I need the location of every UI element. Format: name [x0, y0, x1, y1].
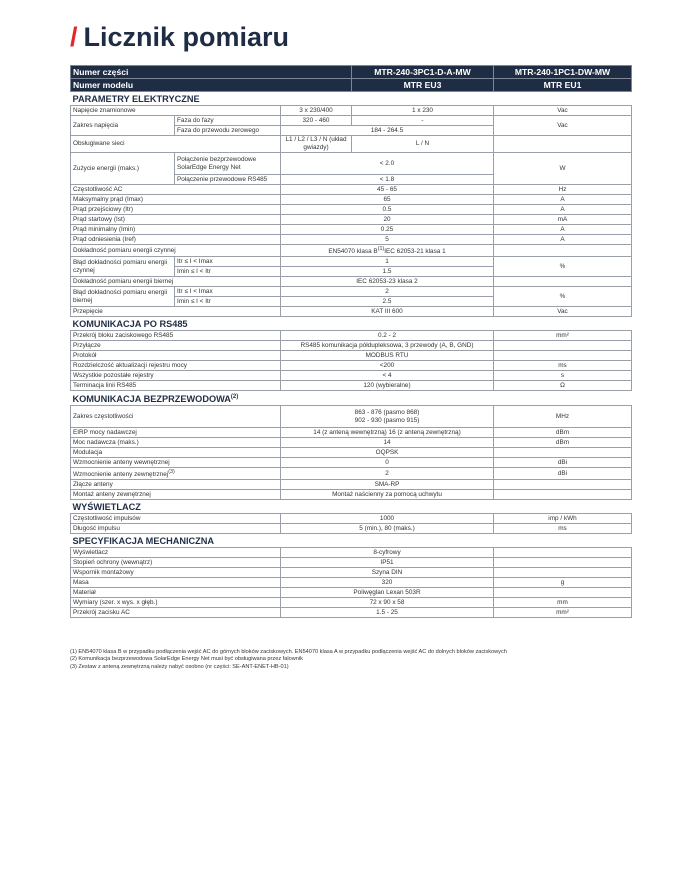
row-value: MODBUS RTU — [281, 351, 494, 361]
table-row — [71, 381, 632, 391]
row-value — [281, 245, 494, 257]
footnote-2: (2) Komunikacja bezprzewodowa SolarEdge Energy Net musi być obsługiwana przez falownik — [70, 656, 303, 663]
row-label: Częstotliwość impulsów — [71, 514, 281, 524]
table-row — [71, 307, 632, 317]
row-unit: W — [494, 153, 632, 185]
value-part: IEC 62053-21 klasa 1 — [384, 248, 446, 256]
row-unit — [494, 136, 632, 153]
header-row-model — [71, 79, 632, 92]
table-row — [71, 480, 632, 490]
table-row — [71, 598, 632, 608]
row-label: Dokładność pomiaru energii biernej — [71, 277, 281, 287]
row-value: < 1.8 — [281, 175, 494, 185]
row-value: 1 x 230 — [352, 106, 494, 116]
row-unit: Vac — [494, 307, 632, 317]
table-row — [71, 351, 632, 361]
value-part: EN54070 klasa B — [328, 248, 378, 256]
footnote-3: (3) Zestaw z anteną zewnętrzną należy nabyć osobno (nr części: SE-ANT-ENET-HB-01) — [70, 663, 289, 670]
section-rs485: KOMUNIKACJA PO RS485 — [71, 317, 632, 331]
row-label: Prąd minimalny (Imin) — [71, 225, 281, 235]
row-label: Błąd dokładności pomiaru energii czynnej — [71, 257, 175, 277]
table-row — [71, 514, 632, 524]
table-row — [71, 136, 632, 153]
row-unit: A — [494, 235, 632, 245]
row-unit — [494, 341, 632, 351]
row-label: Częstotliwość AC — [71, 185, 281, 195]
row-label: Przekrój zacisku AC — [71, 608, 281, 618]
model-number-1ph: MTR EU1 — [494, 79, 632, 92]
row-value: SMA-RP — [281, 480, 494, 490]
table-row — [71, 468, 632, 480]
table-row — [71, 438, 632, 448]
footnote-ref: (2) — [230, 394, 239, 401]
row-value: 0.25 — [281, 225, 494, 235]
section-heading — [71, 317, 632, 331]
table-row — [71, 287, 632, 297]
row-unit: dBi — [494, 468, 632, 480]
row-value: Szyna DIN — [281, 568, 494, 578]
row-value: IEC 62053-23 klasa 2 — [281, 277, 494, 287]
row-label: Modulacja — [71, 448, 281, 458]
table-row — [71, 524, 632, 534]
row-label: Prąd przejściowy (Itr) — [71, 205, 281, 215]
title-slash-icon: / — [70, 22, 78, 52]
table-row — [71, 448, 632, 458]
row-unit: dBm — [494, 438, 632, 448]
row-value: 120 (wybieralne) — [281, 381, 494, 391]
row-label: Wspornik montażowy — [71, 568, 281, 578]
part-number-3ph: MTR-240-3PC1-D-A-MW — [352, 66, 494, 79]
section-display: WYŚWIETLACZ — [71, 500, 632, 514]
row-label: Wszystkie pozostałe rejestry — [71, 371, 281, 381]
row-value: 14 (z anteną wewnętrzną) 16 (z anteną zewnętrzną) — [281, 428, 494, 438]
row-value: 1 — [281, 257, 494, 267]
row-value: 65 — [281, 195, 494, 205]
row-unit: A — [494, 195, 632, 205]
row-unit: % — [494, 287, 632, 307]
row-value: 1000 — [281, 514, 494, 524]
row-value: L1 / L2 / L3 / N (układ gwiazdy) — [281, 136, 352, 153]
row-value: 0.2 - 2 — [281, 331, 494, 341]
row-value: Montaż naścienny za pomocą uchwytu — [281, 490, 494, 500]
table-row — [71, 185, 632, 195]
row-label: Materiał — [71, 588, 281, 598]
part-number-label: Numer części — [71, 66, 352, 79]
row-label: Obsługiwane sieci — [71, 136, 281, 153]
row-unit — [494, 245, 632, 257]
row-unit — [494, 558, 632, 568]
row-value: 1.5 - 25 — [281, 608, 494, 618]
row-label: Terminacja linii RS485 — [71, 381, 281, 391]
row-sublabel: Połączenie bezprzewodowe SolarEdge Energy Net — [175, 153, 281, 175]
row-label: Masa — [71, 578, 281, 588]
row-value: - — [352, 116, 494, 126]
row-unit: mm² — [494, 608, 632, 618]
row-unit — [494, 588, 632, 598]
row-label: Moc nadawcza (maks.) — [71, 438, 281, 448]
part-number-1ph: MTR-240-1PC1-DW-MW — [494, 66, 632, 79]
model-number-3ph: MTR EU3 — [352, 79, 494, 92]
row-label: Dokładność pomiaru energii czynnej — [71, 245, 281, 257]
footnote-1: (1) EN54070 klasa B w przypadku podłączenia wejść AC do górnych bloków zaciskowych. EN54070 klasa A w przypadku podłączenia wejść AC do dolnych bloków zaciskowych — [70, 649, 507, 655]
row-unit: g — [494, 578, 632, 588]
row-label: Rozdzielczość aktualizacji rejestru mocy — [71, 361, 281, 371]
row-value: 0.5 — [281, 205, 494, 215]
row-label: Wyświetlacz — [71, 548, 281, 558]
row-sublabel: Faza do fazy — [175, 116, 281, 126]
value-line: 902 - 930 (pasmo 915) — [354, 416, 420, 424]
row-sublabel: Połączenie przewodowe RS485 — [175, 175, 281, 185]
table-row — [71, 235, 632, 245]
row-label: Zakres napięcia — [71, 116, 175, 136]
row-label: Wymiary (szer. x wys. x głęb.) — [71, 598, 281, 608]
table-row — [71, 215, 632, 225]
row-unit: s — [494, 371, 632, 381]
section-wireless-title: KOMUNIKACJA BEZPRZEWODOWA — [72, 394, 231, 405]
table-row — [71, 195, 632, 205]
row-unit — [494, 448, 632, 458]
row-value: RS485 komunikacja półdupleksowa, 3 przewody (A, B, GND) — [281, 341, 494, 351]
row-unit: dBm — [494, 428, 632, 438]
label-text: Wzmocnienie anteny zewnętrznej — [73, 471, 169, 479]
row-label: Montaż anteny zewnętrznej — [71, 490, 281, 500]
row-sublabel: Imin ≤ I < Itr — [175, 267, 281, 277]
section-wireless — [71, 391, 632, 406]
table-row — [71, 428, 632, 438]
row-unit: MHz — [494, 406, 632, 428]
row-value: 2 — [281, 287, 494, 297]
table-row — [71, 568, 632, 578]
row-label: Przekrój bloku zaciskowego RS485 — [71, 331, 281, 341]
table-row — [71, 361, 632, 371]
row-unit: % — [494, 257, 632, 277]
row-unit — [494, 548, 632, 558]
table-row — [71, 257, 632, 267]
page-title — [70, 22, 289, 53]
row-value: 3 x 230/400 — [281, 106, 352, 116]
row-unit: dBi — [494, 458, 632, 468]
table-row — [71, 371, 632, 381]
row-label: Zużycie energii (maks.) — [71, 153, 175, 185]
row-value: 2.5 — [281, 297, 494, 307]
row-value: OQPSK — [281, 448, 494, 458]
row-label: Błąd dokładności pomiaru energii biernej — [71, 287, 175, 307]
row-value — [281, 406, 494, 428]
row-unit: mm² — [494, 331, 632, 341]
table-row — [71, 116, 632, 126]
table-row — [71, 341, 632, 351]
table-row — [71, 153, 632, 175]
row-label: Przyłącze — [71, 341, 281, 351]
row-value: 45 - 65 — [281, 185, 494, 195]
row-unit: ms — [494, 361, 632, 371]
section-heading — [71, 92, 632, 106]
row-value: 0 — [281, 458, 494, 468]
table-row — [71, 490, 632, 500]
table-row — [71, 106, 632, 116]
table-row — [71, 458, 632, 468]
row-unit: imp / kWh — [494, 514, 632, 524]
row-label: Prąd startowy (Ist) — [71, 215, 281, 225]
spec-table — [70, 65, 632, 618]
header-row-part — [71, 66, 632, 79]
section-heading — [71, 500, 632, 514]
model-number-label: Numer modelu — [71, 79, 352, 92]
footnotes — [70, 649, 507, 671]
row-value: 8-cyfrowy — [281, 548, 494, 558]
row-label: Przepięcie — [71, 307, 281, 317]
row-value: IP51 — [281, 558, 494, 568]
table-row — [71, 406, 632, 428]
row-sublabel: Itr ≤ I < Imax — [175, 287, 281, 297]
row-unit: mm — [494, 598, 632, 608]
row-value: 72 x 90 x 58 — [281, 598, 494, 608]
row-unit: Hz — [494, 185, 632, 195]
row-label: Prąd odniesienia (Iref) — [71, 235, 281, 245]
row-unit — [494, 277, 632, 287]
row-unit — [494, 568, 632, 578]
section-heading — [71, 534, 632, 548]
row-value: 14 — [281, 438, 494, 448]
table-row — [71, 225, 632, 235]
row-label: Protokół — [71, 351, 281, 361]
row-unit — [494, 490, 632, 500]
table-row — [71, 588, 632, 598]
table-row — [71, 277, 632, 287]
table-row — [71, 578, 632, 588]
row-sublabel: Itr ≤ I < Imax — [175, 257, 281, 267]
row-value: 2 — [281, 468, 494, 480]
row-label: Złącze anteny — [71, 480, 281, 490]
value-line: 863 - 876 (pasmo 868) — [354, 408, 420, 416]
row-label: Zakres częstotliwości — [71, 406, 281, 428]
row-unit: Vac — [494, 106, 632, 116]
footnote-ref: (3) — [168, 469, 175, 476]
row-value: 320 - 460 — [281, 116, 352, 126]
row-unit: A — [494, 205, 632, 215]
page-title-text: Licznik pomiaru — [83, 22, 290, 52]
row-value: 20 — [281, 215, 494, 225]
row-value: < 2.0 — [281, 153, 494, 175]
row-unit: Vac — [494, 116, 632, 136]
row-unit: ms — [494, 524, 632, 534]
table-row — [71, 558, 632, 568]
section-heading — [71, 391, 632, 406]
row-value: 5 — [281, 235, 494, 245]
row-sublabel: Imin ≤ I < Itr — [175, 297, 281, 307]
row-unit — [494, 480, 632, 490]
row-unit: mA — [494, 215, 632, 225]
row-unit: A — [494, 225, 632, 235]
row-value: 320 — [281, 578, 494, 588]
table-row — [71, 245, 632, 257]
section-electrical: PARAMETRY ELEKTRYCZNE — [71, 92, 632, 106]
section-mechanical: SPECYFIKACJA MECHANICZNA — [71, 534, 632, 548]
table-row — [71, 331, 632, 341]
row-label: EIRP mocy nadawczej — [71, 428, 281, 438]
row-label: Maksymalny prąd (Imax) — [71, 195, 281, 205]
row-value: KAT III 600 — [281, 307, 494, 317]
table-row — [71, 205, 632, 215]
row-label: Napięcie znamionowe — [71, 106, 281, 116]
row-sublabel: Faza do przewodu zerowego — [175, 126, 281, 136]
row-label: Długość impulsu — [71, 524, 281, 534]
row-value: <200 — [281, 361, 494, 371]
row-unit: Ω — [494, 381, 632, 391]
table-row — [71, 548, 632, 558]
row-value: 1.5 — [281, 267, 494, 277]
row-value: L / N — [352, 136, 494, 153]
row-label: Stopień ochrony (wewnątrz) — [71, 558, 281, 568]
table-row — [71, 608, 632, 618]
row-label: Wzmocnienie anteny wewnętrznej — [71, 458, 281, 468]
row-value: 184 - 264.5 — [281, 126, 494, 136]
row-unit — [494, 351, 632, 361]
row-value: Poliwęglan Lexan 503R — [281, 588, 494, 598]
footnote-ref: (1) — [377, 246, 385, 252]
row-value: 5 (min.), 80 (maks.) — [281, 524, 494, 534]
row-label — [71, 468, 281, 480]
row-value: < 4 — [281, 371, 494, 381]
